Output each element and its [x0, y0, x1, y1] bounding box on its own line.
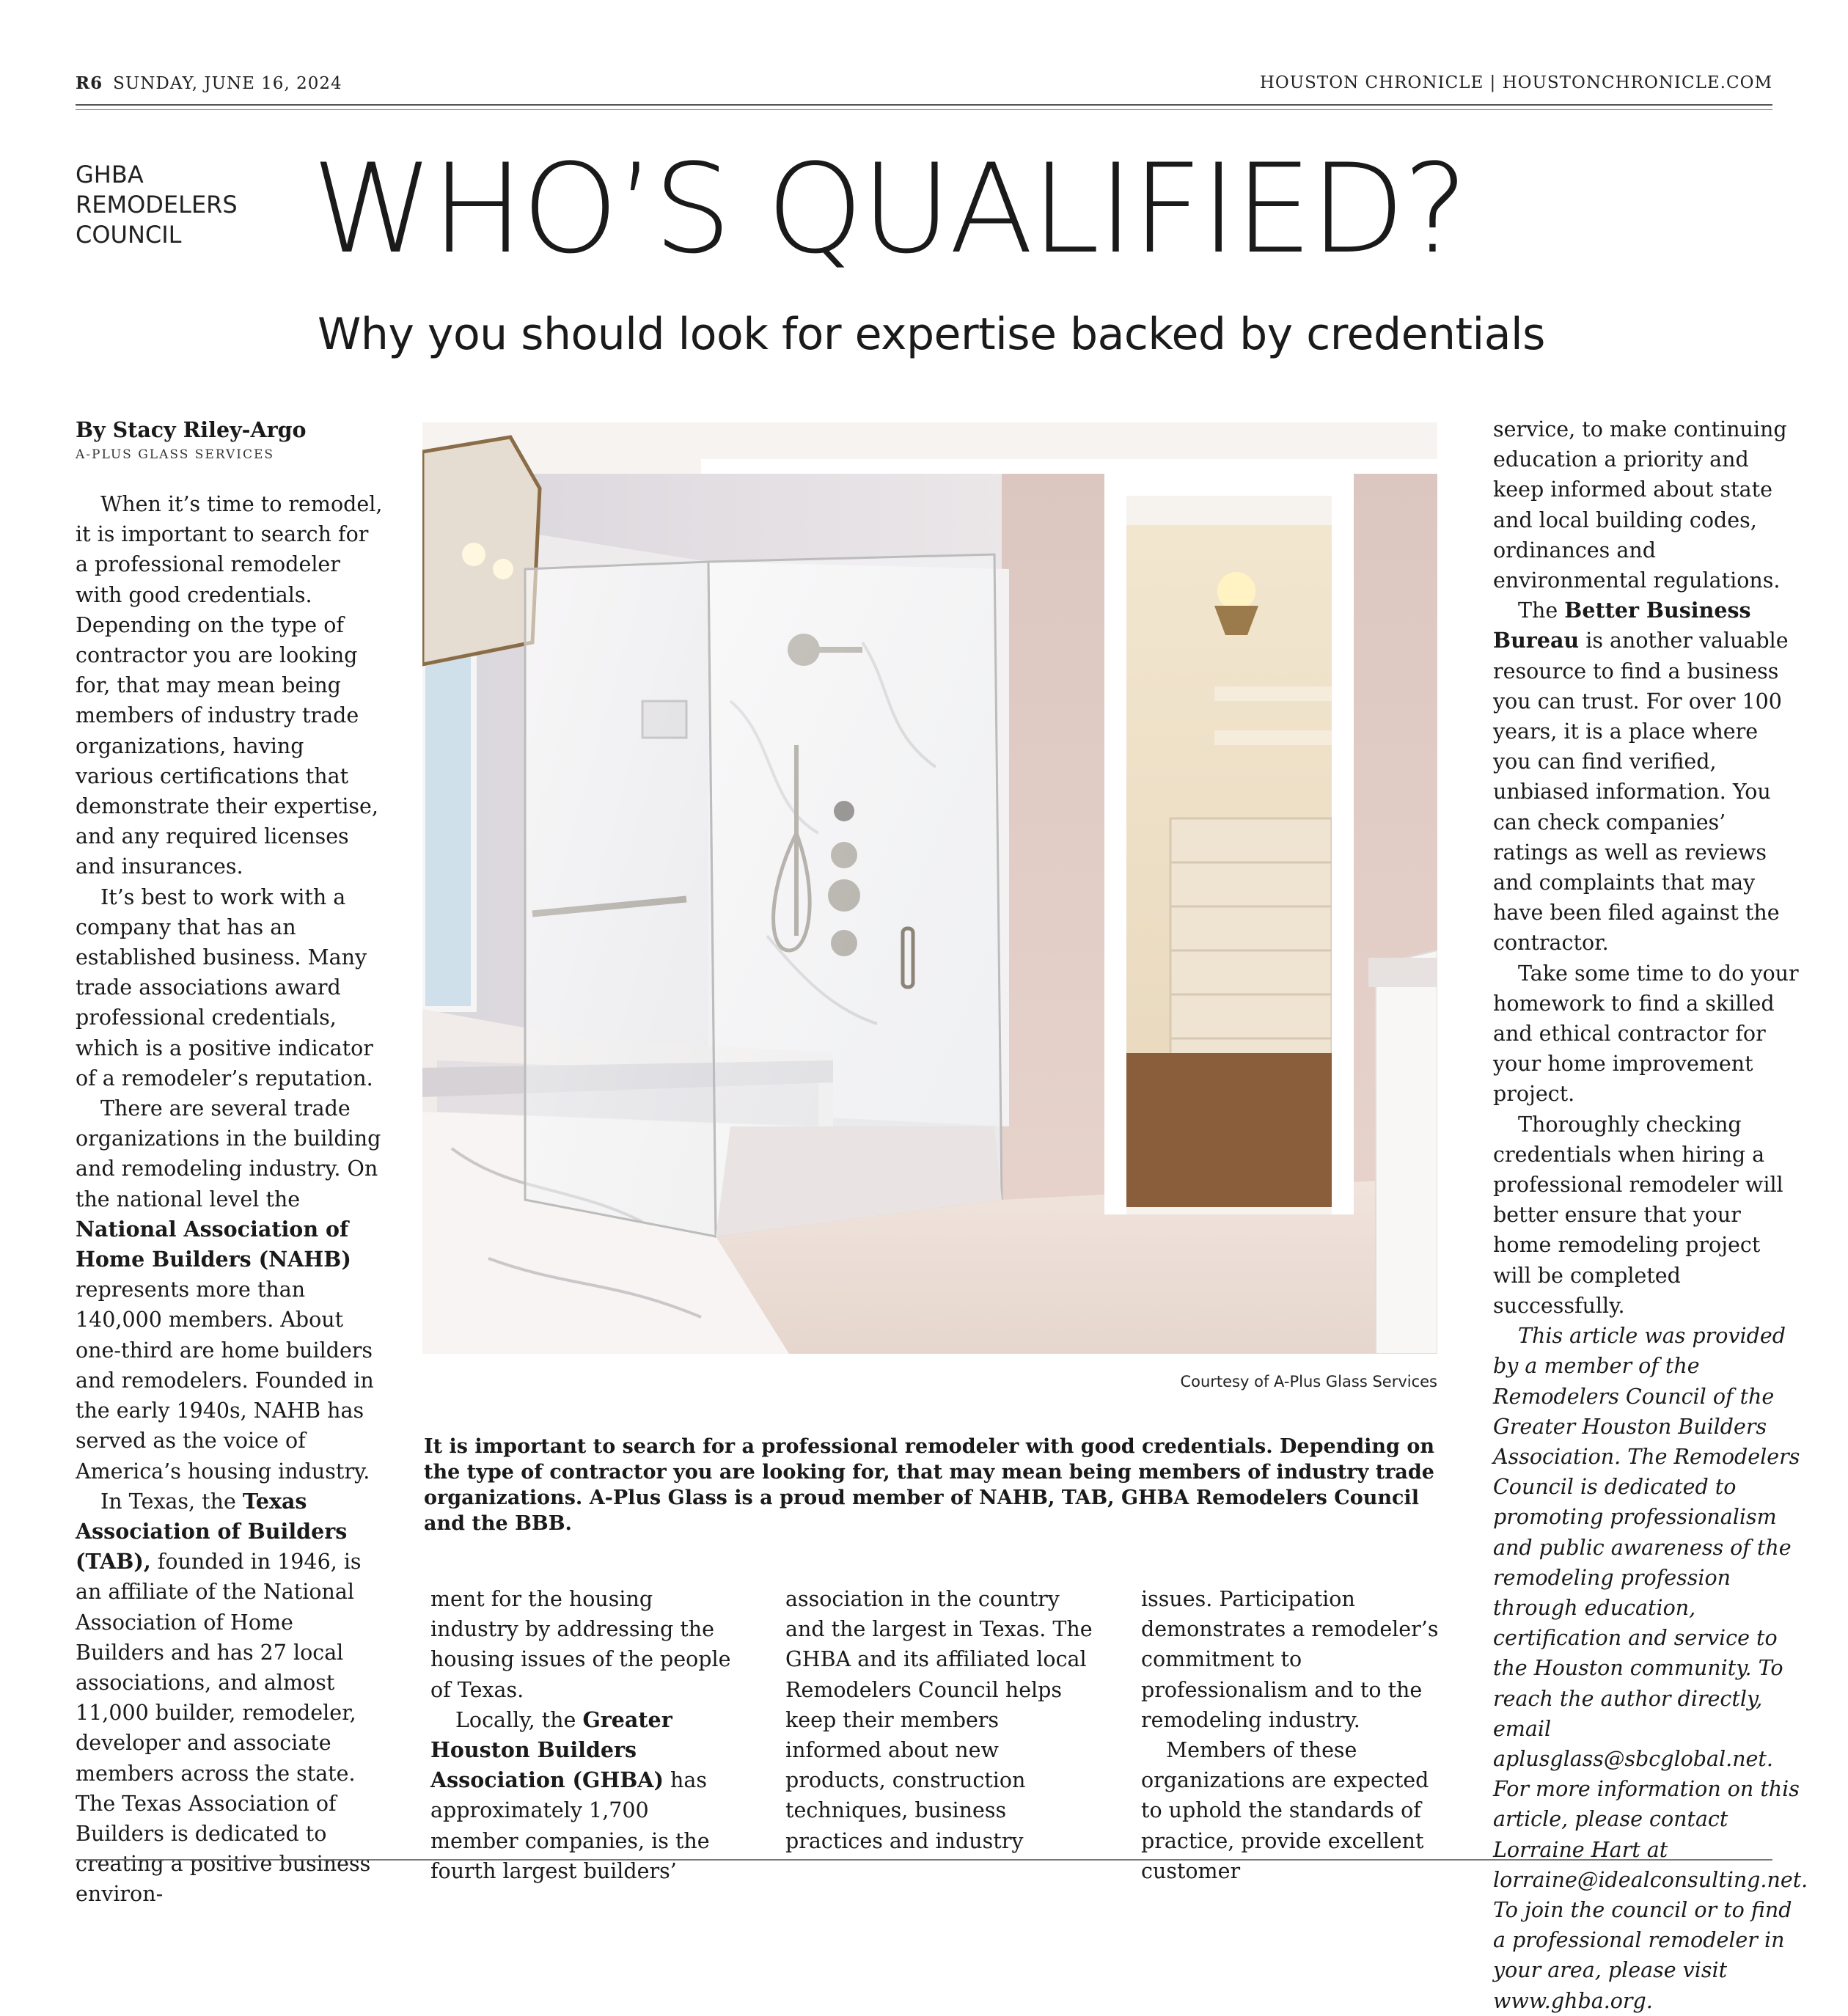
author-organization: A-PLUS GLASS SERVICES — [76, 447, 275, 462]
author-note: This article was provided by a member of the Remodelers Council of the Greater Houston Builders Association. The Remodelers Council is dedicated to promoting professionalism and public awareness of the remodeling profession through education, certification and service to the Houston community. To reach the author directly, email aplusglass@sbcglobal.net. For more information on this article, please contact Lorraine Hart at lorraine@idealconsulting.net. To join the council or to find a professional remodeler in your area, please visit www.ghba.org. — [1493, 1324, 1808, 2013]
paragraph: Thoroughly checking credentials when hiring a professional remodeler will better ensure that your home remodeling project will be completed successfully. — [1493, 1112, 1783, 1318]
article-column-2 — [430, 1584, 738, 1886]
publication-name: HOUSTON CHRONICLE | HOUSTONCHRONICLE.COM — [1259, 73, 1772, 92]
org-name-nahb: National Association of Home Builders (NAHB) — [76, 1216, 351, 1272]
section-kicker — [76, 160, 238, 250]
paragraph: Take some time to do your homework to find a skilled and ethical contractor for your home improvement project. — [1493, 961, 1799, 1107]
header-rule — [76, 104, 1772, 110]
bathroom-photo — [422, 422, 1437, 1354]
kicker-line-2: REMODELERS — [76, 191, 238, 219]
author-name: By Stacy Riley-Argo — [76, 417, 307, 442]
paragraph: In Texas, the Texas Association of Builders (TAB), founded in 1946, is an affiliate of the National Association of Home Builders and has 27 local associations, and almost 11,000 builder, remodeler, developer and associate members across the state. The Texas Association of Builders is dedicated to creating a positive business environ- — [76, 1488, 371, 1907]
photo-caption: It is important to search for a professional remodeler with good credentials. Depending on the type of contractor you are looking for, that may mean being members of industry trade organizations. A-Plus Glass is a proud member of NAHB, TAB, GHBA Remodelers Council and the BBB. — [424, 1435, 1434, 1535]
paragraph: service, to make continuing education a priority and keep informed about state and local building codes, ordinances and environmental regulations. — [1493, 417, 1787, 593]
org-name-ghba: Greater Houston Builders Association (GHBA) — [430, 1707, 672, 1793]
footer-rule — [76, 1859, 1772, 1861]
article-column-4 — [1141, 1584, 1449, 1886]
article-column-3 — [785, 1584, 1093, 1856]
issue-date: SUNDAY, JUNE 16, 2024 — [113, 74, 342, 93]
paragraph: issues. Participation demonstrates a remodeler’s commitment to professionalism and to the remodeling industry. — [1141, 1587, 1439, 1732]
paragraph: It’s best to work with a company that has an established business. Many trade associations award professional credentials, which is a positive indicator of a remodeler’s reputation. — [76, 884, 373, 1091]
kicker-line-1: GHBA — [76, 161, 144, 188]
article-column-5 — [1493, 414, 1808, 2016]
folio-date-line — [76, 73, 342, 93]
paragraph: When it’s time to remodel, it is important to search for a professional remodeler with good credentials. Depending on the type of contractor you are looking for, that may mean being members of industry trade organizations, having various certifications that demonstrate their expertise, and any required licenses and insurances. — [76, 492, 383, 879]
photo-credit: Courtesy of A-Plus Glass Services — [1180, 1373, 1437, 1390]
org-name-tab: Texas Association of Builders (TAB), — [76, 1488, 348, 1575]
kicker-line-3: COUNCIL — [76, 221, 182, 249]
article-column-1 — [76, 489, 384, 1910]
paragraph: ment for the housing industry by addressing the housing issues of the people of Texas. — [430, 1587, 731, 1702]
paragraph: Members of these organizations are expected to uphold the standards of practice, provide excellent customer — [1141, 1738, 1429, 1883]
org-name-bbb: Better Business Bureau — [1493, 598, 1751, 653]
headline: WHO’S QUALIFIED? — [312, 137, 1467, 281]
paragraph: There are several trade organizations in the building and remodeling industry. On the national level the National Association of Home Builders (NAHB) represents more than 140,000 members. About one-third are home builders and remodelers. Founded in the early 1940s, NAHB has served as the voice of America’s housing industry. — [76, 1096, 381, 1484]
paragraph: association in the country and the largest in Texas. The GHBA and its affiliated local Remodelers Council helps keep their members informed about new products, construction techniques, business practices and industry — [785, 1587, 1093, 1853]
bathroom-photo-illustration — [422, 422, 1437, 1354]
page-number: R6 — [76, 73, 103, 93]
subheadline: Why you should look for expertise backed by credentials — [318, 309, 1545, 360]
paragraph: The Better Business Bureau is another valuable resource to find a business you can trust. For over 100 years, it is a place where you can find verified, unbiased information. You can check companies’ ratings as well as reviews and complaints that may have been filed against the contractor. — [1493, 598, 1789, 956]
paragraph: Locally, the Greater Houston Builders Association (GHBA) has approximately 1,700 member companies, is the fourth largest builders’ — [430, 1707, 710, 1883]
byline — [76, 416, 384, 466]
